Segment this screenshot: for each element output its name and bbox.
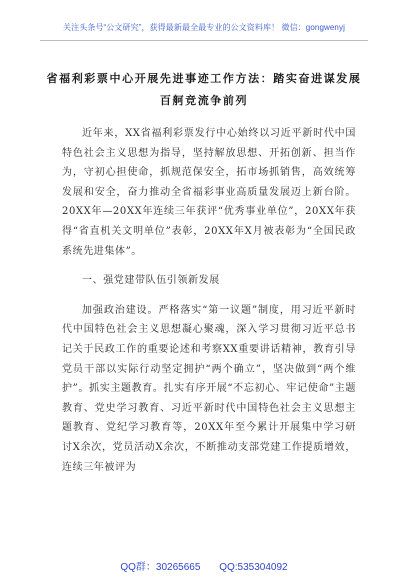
- footer-qq-group: QQ群：30265665: [120, 562, 201, 573]
- document-body: [62, 124, 356, 477]
- body-paragraph-intro: 近年来，XX省福利彩票发行中心始终以习近平新时代中国特色社会主义思想为指导，坚持解放思想、开拓创新、担当作为，守初心担使命，抓规范保安全，拓市场抓销售，高效统筹发展和安全，奋力推动全省福彩事业高质量发展迈上新台阶。20XX年—20XX年连续三年获评“优秀事业单位”，20XX年获得“省直机关文明单位”表彰，20XX年X月被表彰为“全国民政系统先进集体”。: [62, 128, 356, 257]
- footer-qq-number: QQ:535304092: [219, 562, 288, 573]
- header-banner: 关注头条号“公文研究”，获得最新最全最专业的公文资料库！ 微信：gongwenyj: [63, 23, 345, 32]
- document-title-line-2: 百舸竞流争前列: [159, 94, 249, 107]
- section-heading-1: 一、强党建带队伍引领新发展: [82, 275, 220, 287]
- footer-contact: [0, 558, 408, 573]
- header-divider: [40, 40, 368, 41]
- document-title-line-1: 省福利彩票中心开展先进事迹工作方法：踏实奋进谋发展: [46, 72, 362, 85]
- body-paragraph-2: 加强政治建设。严格落实“第一议题”制度，用习近平新时代中国特色社会主义思想凝心聚魂，深入学习贯彻习近平总书记关于民政工作的重要论述和考察XX重要讲话精神，教育引导党员干部以实际行动坚定拥护“两个确立”，坚决做到“两个维护”。抓实主题教育。扎实有序开展“不忘初心、牢记使命”主题教育、党史学习教育、习近平新时代中国特色社会主义思想主题教育、党纪学习教育等，20XX年至今累计开展集中学习研讨X余次，党员活动X余次，不断推动支部党建工作提质增效，连续三年被评为: [62, 304, 356, 473]
